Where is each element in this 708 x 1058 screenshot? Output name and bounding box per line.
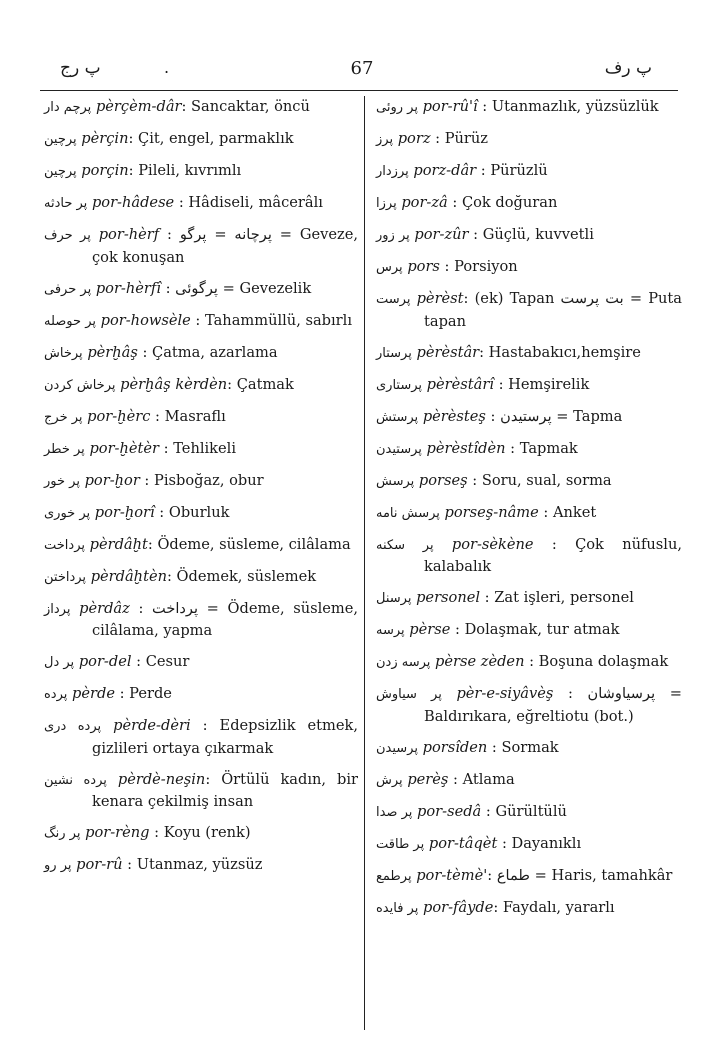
- entry-arabic: پرده: [44, 687, 68, 702]
- entry-arabic: پرده درى: [44, 719, 102, 734]
- dictionary-entry: [376, 128, 682, 151]
- dictionary-entry: [376, 502, 682, 525]
- dictionary-entry: [376, 587, 682, 610]
- entry-separator: :: [181, 98, 187, 115]
- entry-separator: :: [174, 194, 184, 211]
- entry-definition: پرگوئی = Gevezelik: [170, 279, 312, 297]
- entry-separator: :: [159, 226, 172, 243]
- entry-headword: porsîden: [422, 738, 488, 756]
- dictionary-entry: [376, 737, 682, 760]
- dictionary-entry: [376, 651, 682, 674]
- dictionary-entry: [44, 470, 358, 493]
- entry-headword: pèr-e-siyâvèş: [456, 685, 554, 702]
- entry-headword: pèrèstâr: [416, 343, 480, 361]
- dictionary-entry: [44, 651, 358, 674]
- entry-headword: por-sèkène: [451, 535, 534, 553]
- entry-headword: pèrse: [409, 621, 451, 638]
- entry-separator: :: [147, 535, 153, 553]
- entry-headword: por-rèng: [85, 824, 150, 841]
- entry-definition: Çok nüfuslu, kalabalık: [424, 535, 683, 575]
- dictionary-entry: [376, 256, 682, 279]
- dictionary-entry: [44, 160, 358, 183]
- header-dot: .: [164, 58, 170, 77]
- entry-definition: پرستيدن = Tapma: [495, 407, 623, 425]
- entry-headword: porz-dâr: [413, 162, 477, 179]
- dictionary-entry: [376, 224, 682, 247]
- entry-separator: :: [450, 621, 460, 638]
- entry-separator: :: [480, 589, 490, 606]
- entry-arabic: پر حادثه: [44, 196, 88, 211]
- entry-definition: Ödeme, süsleme, cilâlama: [152, 535, 351, 553]
- entry-headword: por-ḫèrc: [87, 407, 151, 425]
- entry-arabic: پر حرف: [44, 228, 91, 243]
- dictionary-entry: [376, 769, 682, 792]
- entry-separator: :: [150, 407, 160, 425]
- entry-definition: Çatma, azarlama: [147, 343, 278, 361]
- entry-definition: Boşuna dolaşmak: [534, 653, 669, 670]
- entry-definition: Edepsizlik etmek, gizlileri ortaya çıkarmak: [92, 717, 358, 757]
- left-column: [44, 96, 358, 886]
- dictionary-entry: [44, 683, 358, 706]
- entry-definition: Koyu (renk): [159, 824, 251, 841]
- entry-arabic: پر حوصله: [44, 313, 96, 329]
- entry-arabic: پرس: [376, 260, 403, 275]
- entry-separator: :: [477, 98, 488, 115]
- entry-headword: pèrdè-neşin: [117, 770, 206, 788]
- entry-headword: pèrde-dèri: [113, 717, 191, 734]
- entry-definition: Hastabakıcı,hemşire: [484, 343, 641, 361]
- entry-arabic: پرچم دار: [44, 100, 92, 115]
- dictionary-entry: [44, 534, 358, 557]
- dictionary-entry: [376, 374, 682, 397]
- entry-headword: pèrèstârî: [426, 375, 494, 393]
- dictionary-entry: [44, 192, 358, 215]
- entry-arabic: پرش: [376, 772, 403, 788]
- dictionary-entry: [44, 715, 358, 759]
- entry-separator: :: [190, 717, 208, 734]
- dictionary-entry: [376, 342, 682, 365]
- entry-definition: طماع = Haris, tamahkâr: [492, 866, 673, 884]
- entry-headword: por-zûr: [414, 226, 469, 243]
- entry-arabic: پرستيدن: [376, 441, 422, 457]
- entry-separator: :: [439, 258, 450, 275]
- entry-headword: pèrḫâş kèrdèn: [120, 375, 228, 393]
- entry-definition: Zat işleri, personel: [489, 589, 634, 606]
- entry-definition: Tapmak: [515, 439, 578, 457]
- dictionary-entry: [376, 801, 682, 824]
- entry-arabic: پر خور: [44, 473, 80, 489]
- entry-headword: por-rû: [76, 856, 123, 873]
- entry-separator: :: [448, 770, 458, 788]
- dictionary-entry: [376, 470, 682, 493]
- entry-definition: Utanmazlık, yüzsüzlük: [487, 98, 659, 115]
- entry-arabic: پرز: [376, 132, 394, 147]
- dictionary-entry: [44, 374, 358, 397]
- entry-definition: Dayanıklı: [506, 834, 582, 852]
- entry-separator: :: [487, 738, 497, 756]
- entry-separator: :: [524, 653, 535, 670]
- dictionary-entry: [44, 278, 358, 301]
- entry-headword: por-hèrf: [98, 226, 160, 243]
- entry-definition: پرداخت = Ödeme, süsleme, cilâlama, yapma: [92, 599, 359, 639]
- entry-separator: :: [447, 194, 458, 211]
- dictionary-entry: [44, 854, 358, 877]
- entry-headword: pèrèsteş: [422, 407, 486, 425]
- entry-arabic: پرسه: [376, 623, 405, 638]
- entry-separator: :: [139, 471, 150, 489]
- entry-definition: Faydalı, yararlı: [498, 898, 615, 916]
- entry-headword: por-ḫètèr: [89, 439, 159, 457]
- dictionary-entry: [44, 502, 358, 525]
- entry-definition: Çatmak: [232, 375, 294, 393]
- entry-headword: pèrse zèden: [435, 653, 525, 670]
- entry-arabic: پر رو: [44, 858, 72, 873]
- entry-arabic: پر صدا: [376, 804, 413, 820]
- dictionary-entry: [44, 822, 358, 845]
- dictionary-entry: [376, 833, 682, 856]
- dictionary-entry: [44, 598, 358, 642]
- entry-headword: pèrḫâş: [87, 343, 138, 361]
- entry-arabic: پر فايده: [376, 900, 419, 916]
- entry-arabic: پر طاقت: [376, 836, 425, 852]
- entry-arabic: پر روئى: [376, 100, 418, 115]
- entry-arabic: پرسش: [376, 473, 415, 489]
- entry-separator: :: [137, 343, 148, 361]
- entry-headword: por-fâyde: [423, 898, 494, 916]
- entry-definition: Oburluk: [164, 503, 230, 521]
- dictionary-entry: [44, 406, 358, 429]
- entry-separator: :: [481, 802, 491, 820]
- entry-headword: pèrdâḫtèn: [90, 567, 167, 585]
- entry-separator: :: [493, 375, 504, 393]
- entry-definition: (ek) Tapan بت پرست = Puta tapan: [424, 290, 682, 330]
- dictionary-entry: [44, 96, 358, 119]
- entry-definition: Ödemek, süslemek: [171, 567, 317, 585]
- entry-definition: Anket: [548, 503, 597, 521]
- entry-separator: :: [493, 898, 499, 916]
- dictionary-entry: [44, 310, 358, 333]
- entry-headword: por-tèmè': [416, 866, 488, 884]
- entry-arabic: پر سياوش: [376, 687, 442, 702]
- entry-separator: :: [505, 439, 516, 457]
- entry-definition: Perde: [124, 685, 172, 702]
- column-divider: [364, 96, 365, 1030]
- entry-separator: :: [131, 653, 142, 670]
- dictionary-entry: [376, 438, 682, 461]
- header-rule: [40, 90, 678, 91]
- dictionary-entry: [44, 566, 358, 589]
- entry-separator: :: [497, 834, 507, 852]
- entry-headword: pors: [407, 258, 440, 275]
- entry-headword: pèrèstîdèn: [426, 439, 506, 457]
- entry-headword: por-zâ: [401, 194, 448, 211]
- entry-separator: :: [129, 599, 144, 617]
- entry-arabic: پرسيدن: [376, 740, 418, 756]
- entry-definition: Cesur: [141, 653, 190, 670]
- page-header: [0, 58, 708, 86]
- entry-separator: :: [430, 130, 441, 147]
- running-head-left: پ رج: [60, 58, 101, 78]
- dictionary-entry: [44, 224, 358, 268]
- running-head-right: پ رف: [604, 58, 652, 78]
- entry-headword: por-hâdese: [91, 194, 175, 211]
- entry-headword: porz: [397, 130, 431, 147]
- entry-arabic: پرخاش: [44, 345, 83, 361]
- entry-arabic: پرزا: [376, 196, 397, 211]
- entry-definition: Hemşirelik: [503, 375, 590, 393]
- entry-definition: Sancaktar, öncü: [186, 98, 310, 115]
- entry-definition: Pürüzlü: [485, 162, 548, 179]
- entry-separator: :: [533, 535, 557, 553]
- entry-separator: :: [205, 770, 211, 788]
- entry-headword: por-tâqèt: [428, 834, 498, 852]
- entry-definition: Çit, engel, parmaklık: [133, 130, 294, 147]
- entry-separator: :: [467, 471, 478, 489]
- entry-arabic: پرداز: [44, 601, 71, 617]
- entry-arabic: پر زور: [376, 228, 410, 243]
- entry-arabic: پرخاش كردن: [44, 377, 116, 393]
- entry-separator: :: [463, 290, 469, 307]
- entry-definition: Güçlü, kuvvetli: [478, 226, 594, 243]
- dictionary-entry: [376, 160, 682, 183]
- entry-separator: :: [468, 226, 479, 243]
- entry-headword: pèrdâz: [79, 599, 130, 617]
- dictionary-entry: [376, 288, 682, 332]
- dictionary-entry: [376, 96, 682, 119]
- entry-arabic: پر سكنه: [376, 537, 434, 553]
- entry-headword: por-ḫor: [84, 471, 140, 489]
- entry-separator: :: [485, 407, 496, 425]
- entry-headword: perèş: [407, 770, 449, 788]
- entry-definition: Sormak: [496, 738, 559, 756]
- entry-definition: Çok doğuran: [457, 194, 558, 211]
- entry-headword: pèrçèm-dâr: [95, 98, 182, 115]
- entry-headword: por-howsèle: [100, 311, 191, 329]
- entry-definition: Gürültülü: [490, 802, 567, 820]
- entry-separator: :: [487, 866, 493, 884]
- entry-definition: Örtülü kadın, bir kenara çekilmiş insan: [92, 770, 358, 810]
- entry-definition: Tahammüllü, sabırlı: [200, 311, 352, 329]
- entry-separator: :: [159, 439, 169, 457]
- entry-arabic: پرستار: [376, 345, 412, 361]
- entry-arabic: پرست: [376, 292, 411, 307]
- entry-headword: por-hèrfî: [95, 279, 161, 297]
- entry-arabic: پرداختن: [44, 569, 87, 585]
- entry-separator: :: [476, 162, 486, 179]
- entry-separator: :: [128, 162, 134, 179]
- dictionary-entry: [44, 128, 358, 151]
- entry-separator: :: [479, 343, 485, 361]
- right-column: [376, 96, 682, 929]
- entry-arabic: پرچين: [44, 132, 77, 147]
- entry-separator: :: [160, 279, 171, 297]
- dictionary-entry: [376, 406, 682, 429]
- entry-arabic: پرچين: [44, 164, 77, 179]
- entry-separator: :: [128, 130, 134, 147]
- entry-definition: Dolaşmak, tur atmak: [459, 621, 620, 638]
- dictionary-entry: [376, 534, 682, 578]
- entry-headword: pèrde: [72, 685, 115, 702]
- entry-definition: Utanmaz, yüzsüz: [132, 856, 263, 873]
- entry-arabic: پر حرفی: [44, 281, 92, 297]
- entry-arabic: پرسش نامه: [376, 505, 440, 521]
- entry-headword: pèrçin: [81, 130, 129, 147]
- dictionary-entry: [376, 683, 682, 727]
- dictionary-entry: [44, 769, 358, 813]
- entry-separator: :: [122, 856, 133, 873]
- entry-headword: pèrdâḫt: [89, 535, 148, 553]
- entry-arabic: پرسه زدن: [376, 655, 431, 670]
- entry-headword: por-sedâ: [417, 802, 482, 820]
- entry-arabic: پرزدار: [376, 164, 409, 179]
- entry-headword: por-del: [78, 653, 132, 670]
- entry-separator: :: [149, 824, 160, 841]
- entry-headword: por-rû'î: [422, 98, 478, 115]
- entry-definition: پرچانه = پرگو = Geveze, çok konuşan: [92, 226, 359, 266]
- entry-arabic: پر خطر: [44, 441, 85, 457]
- entry-arabic: پر رنگ: [44, 826, 81, 841]
- entry-arabic: پر خورى: [44, 505, 91, 521]
- entry-headword: por-ḫorî: [94, 503, 155, 521]
- entry-headword: porseş-nâme: [444, 503, 539, 521]
- entry-arabic: پرداخت: [44, 537, 85, 553]
- dictionary-entry: [44, 438, 358, 461]
- entry-arabic: پر خرج: [44, 409, 83, 425]
- entry-definition: پرسياوشان = Baldırıkara, eğreltiotu (bot.): [424, 685, 682, 725]
- entry-separator: :: [227, 375, 233, 393]
- entry-headword: personel: [416, 589, 481, 606]
- entry-arabic: پرسنل: [376, 591, 412, 606]
- page-number: 67: [350, 58, 374, 79]
- entry-definition: Pürüz: [440, 130, 488, 147]
- dictionary-entry: [44, 342, 358, 365]
- entry-separator: :: [553, 685, 573, 702]
- entry-arabic: پر دل: [44, 655, 75, 670]
- dictionary-entry: [376, 897, 682, 920]
- entry-definition: Pisboğaz, obur: [149, 471, 264, 489]
- entry-arabic: پرستش: [376, 409, 419, 425]
- entry-definition: Pileli, kıvrımlı: [133, 162, 242, 179]
- entry-definition: Atlama: [457, 770, 515, 788]
- entry-arabic: پرده نشين: [44, 772, 107, 788]
- entry-definition: Hâdiseli, mâcerâlı: [183, 194, 323, 211]
- entry-separator: :: [538, 503, 549, 521]
- entry-arabic: پرطمع: [376, 868, 412, 884]
- entry-arabic: پرستارى: [376, 377, 423, 393]
- entry-definition: Porsiyon: [449, 258, 518, 275]
- entry-separator: :: [154, 503, 165, 521]
- entry-headword: pèrèst: [416, 290, 464, 307]
- entry-definition: Tehlikeli: [168, 439, 236, 457]
- entry-definition: Soru, sual, sorma: [477, 471, 612, 489]
- entry-separator: :: [190, 311, 201, 329]
- entry-headword: porseş: [418, 471, 468, 489]
- dictionary-entry: [376, 619, 682, 642]
- entry-separator: :: [114, 685, 125, 702]
- entry-separator: :: [166, 567, 172, 585]
- dictionary-entry: [376, 192, 682, 215]
- dictionary-entry: [376, 865, 682, 888]
- entry-headword: porçin: [81, 162, 129, 179]
- entry-definition: Masraflı: [159, 407, 226, 425]
